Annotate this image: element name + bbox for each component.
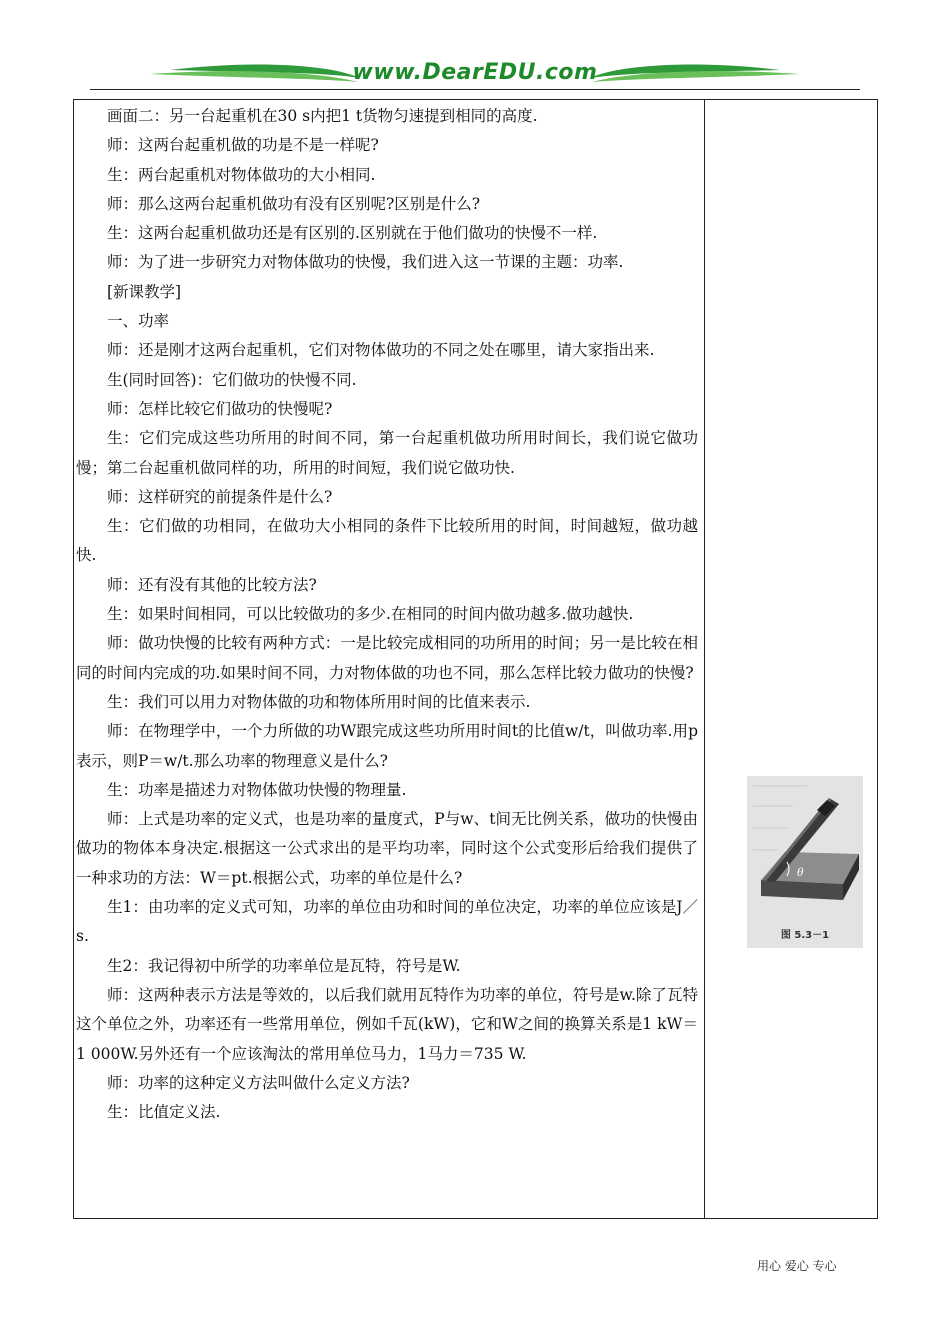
incline-illustration bbox=[747, 776, 863, 926]
figure-caption: 图 5.3－1 bbox=[780, 930, 830, 941]
paragraph: 生：这两台起重机做功还是有区别的.区别就在于他们做功的快慢不一样. bbox=[107, 224, 598, 243]
paragraph: 生1：由功率的定义式可知，功率的单位由功和时间的单位决定，功率的单位应该是J／s. bbox=[76, 898, 698, 946]
paragraph: 生：我们可以用力对物体做的功和物体所用时间的比值来表示. bbox=[107, 692, 531, 711]
incline-figure bbox=[747, 776, 863, 948]
section-heading: 一、功率 bbox=[107, 312, 170, 331]
paragraph: 生：功率是描述力对物体做功快慢的物理量. bbox=[107, 780, 407, 799]
paragraph: 师：还有没有其他的比较方法? bbox=[107, 575, 317, 594]
paragraph: 生：它们做的功相同，在做功大小相同的条件下比较所用的时间，时间越短，做功越快. bbox=[76, 517, 698, 565]
header-logo bbox=[90, 58, 860, 92]
lesson-content bbox=[76, 102, 698, 1127]
paragraph: 师：怎样比较它们做功的快慢呢? bbox=[107, 399, 333, 418]
header-rule bbox=[90, 89, 860, 90]
paragraph: 师：功率的这种定义方法叫做什么定义方法? bbox=[107, 1073, 410, 1092]
paragraph: 生(同时回答)：它们做功的快慢不同. bbox=[107, 370, 357, 389]
column-divider bbox=[704, 99, 705, 1219]
paragraph: 师：在物理学中，一个力所做的功W跟完成这些功所用时间t的比值w/t，叫做功率.用p表示，则P＝w/t.那么功率的物理意义是什么? bbox=[76, 722, 698, 770]
paragraph: 师：这两台起重机做的功是不是一样呢? bbox=[107, 136, 379, 155]
paragraph: 生：两台起重机对物体做功的大小相同. bbox=[107, 165, 376, 184]
logo-text[interactable]: www.DearEDU.com bbox=[352, 60, 598, 85]
paragraph: 生：它们完成这些功所用的时间不同，第一台起重机做功所用时间长，我们说它做功慢；第二台起重机做同样的功，所用的时间短，我们说它做功快. bbox=[76, 429, 698, 477]
paragraph: 师：那么这两台起重机做功有没有区别呢?区别是什么? bbox=[107, 194, 481, 213]
section-label: [新课教学] bbox=[107, 282, 182, 301]
paragraph: 师：这两种表示方法是等效的，以后我们就用瓦特作为功率的单位，符号是w.除了瓦特这个单位之外，功率还有一些常用单位，例如千瓦(kW)，它和W之间的换算关系是1 kW＝1 000W.另外还有一个应该淘汰的常用单位马力，1马力＝735 W. bbox=[76, 985, 698, 1063]
paragraph: 师：这样研究的前提条件是什么? bbox=[107, 487, 333, 506]
paragraph: 师：为了进一步研究力对物体做功的快慢，我们进入这一节课的主题：功率. bbox=[107, 253, 624, 272]
paragraph: 生：如果时间相同，可以比较做功的多少.在相同的时间内做功越多.做功越快. bbox=[107, 605, 634, 624]
paragraph: 画面二：另一台起重机在30 s内把1 t货物匀速提到相同的高度. bbox=[107, 107, 538, 125]
paragraph: 生：比值定义法. bbox=[107, 1103, 221, 1122]
paragraph: 师：还是刚才这两台起重机，它们对物体做功的不同之处在哪里，请大家指出来. bbox=[107, 341, 655, 360]
angle-label: θ bbox=[797, 866, 804, 879]
footer-motto: 用心 爱心 专心 bbox=[757, 1259, 837, 1273]
paragraph: 师：上式是功率的定义式，也是功率的量度式，P与w、t间无比例关系，做功的快慢由做功的物体本身决定.根据这一公式求出的是平均功率，同时这个公式变形后给我们提供了一种求功的方法：W＝pt.根据公式，功率的单位是什么? bbox=[76, 810, 698, 887]
paragraph: 生2：我记得初中所学的功率单位是瓦特，符号是W. bbox=[107, 956, 461, 975]
paragraph: 师：做功快慢的比较有两种方式：一是比较完成相同的功所用的时间；另一是比较在相同的时间内完成的功.如果时间不同，力对物体做的功也不同，那么怎样比较力做功的快慢? bbox=[76, 634, 698, 682]
